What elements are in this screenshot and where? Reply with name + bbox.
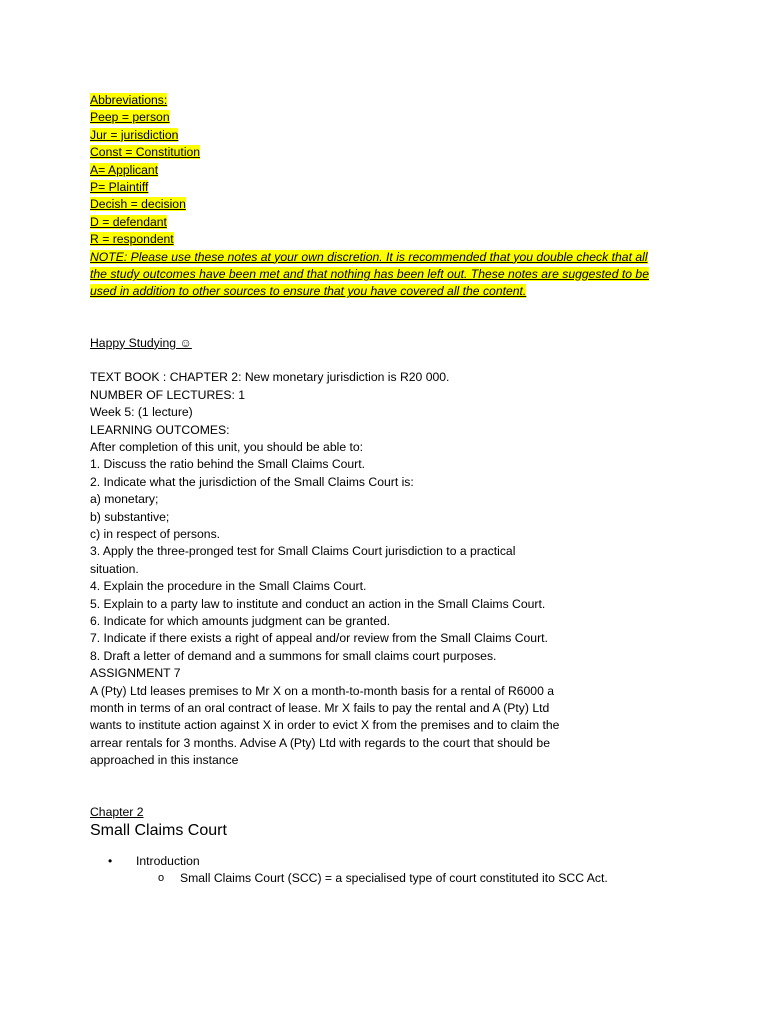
greeting: Happy Studying ☺ [90, 335, 192, 350]
list-item [108, 853, 688, 888]
abbreviations-block [90, 92, 688, 301]
bullet-text: Introduction [136, 854, 200, 869]
chapter-label: Chapter 2 [90, 804, 144, 819]
sub-list [136, 870, 688, 887]
disclaimer-note [90, 249, 682, 301]
note-line: used in addition to other sources to ensure that you have covered all the content. [90, 284, 527, 299]
abbreviation-item: D = defendant [90, 214, 167, 229]
outcome-item: 5. Explain to a party law to institute and conduct an action in the Small Claims Court. [90, 596, 546, 611]
assignment-text: approached in this instance [90, 753, 239, 768]
abbreviation-item: P= Plaintiff [90, 180, 149, 195]
outcome-item: 1. Discuss the ratio behind the Small Claims Court. [90, 457, 366, 472]
outcome-item: 2. Indicate what the jurisdiction of the Small Claims Court is: [90, 474, 414, 489]
textbook-line: TEXT BOOK : CHAPTER 2: New monetary jurisdiction is R20 000. [90, 370, 450, 385]
learning-outcomes-heading: LEARNING OUTCOMES: [90, 422, 230, 437]
outcome-subitem: c) in respect of persons. [90, 526, 221, 541]
abbreviation-item: Peep = person [90, 110, 170, 125]
outcomes-intro: After completion of this unit, you should be able to: [90, 439, 364, 454]
abbreviation-item: R = respondent [90, 232, 174, 247]
assignment-text: arrear rentals for 3 months. Advise A (Pty) Ltd with regards to the court that should be [90, 735, 550, 750]
note-line: the study outcomes have been met and that nothing has been left out. These notes are suggested to be [90, 267, 649, 282]
lectures-line: NUMBER OF LECTURES: 1 [90, 387, 246, 402]
sub-list-item [158, 870, 688, 887]
assignment-text: month in terms of an oral contract of lease. Mr X fails to pay the rental and A (Pty) Ltd [90, 701, 550, 715]
abbreviation-item: A= Applicant [90, 162, 159, 177]
outcome-item: 6. Indicate for which amounts judgment can be granted. [90, 613, 391, 628]
outcome-item: 7. Indicate if there exists a right of appeal and/or review from the Small Claims Court. [90, 631, 548, 646]
abbreviation-item: Jur = jurisdiction [90, 127, 179, 142]
outcome-subitem: b) substantive; [90, 509, 170, 524]
sub-bullet-text: Small Claims Court (SCC) = a specialised type of court constituted ito SCC Act. [180, 871, 608, 886]
circle-bullet-icon: o [158, 872, 165, 885]
outcome-item: 4. Explain the procedure in the Small Claims Court. [90, 579, 367, 594]
bullet-list [90, 853, 688, 888]
assignment-text: A (Pty) Ltd leases premises to Mr X on a month-to-month basis for a rental of R6000 a [90, 683, 555, 698]
outcome-item: 8. Draft a letter of demand and a summons for small claims court purposes. [90, 648, 497, 663]
outcome-item-continued: situation. [90, 561, 139, 576]
outcome-subitem: a) monetary; [90, 492, 159, 507]
note-line: NOTE: Please use these notes at your own discretion. It is recommended that you double check that all [90, 249, 648, 264]
outcome-item: 3. Apply the three-pronged test for Small Claims Court jurisdiction to a practical [90, 544, 516, 559]
assignment-text: wants to institute action against X in order to evict X from the premises and to claim the [90, 718, 560, 733]
abbreviation-item: Const = Constitution [90, 145, 201, 160]
bullet-icon: • [108, 854, 113, 869]
section-title: Small Claims Court [90, 822, 227, 840]
assignment-heading: ASSIGNMENT 7 [90, 666, 181, 681]
abbreviation-item: Decish = decision [90, 197, 186, 212]
course-info [90, 369, 688, 769]
abbreviations-heading: Abbreviations: [90, 93, 168, 107]
week-line: Week 5: (1 lecture) [90, 405, 193, 420]
